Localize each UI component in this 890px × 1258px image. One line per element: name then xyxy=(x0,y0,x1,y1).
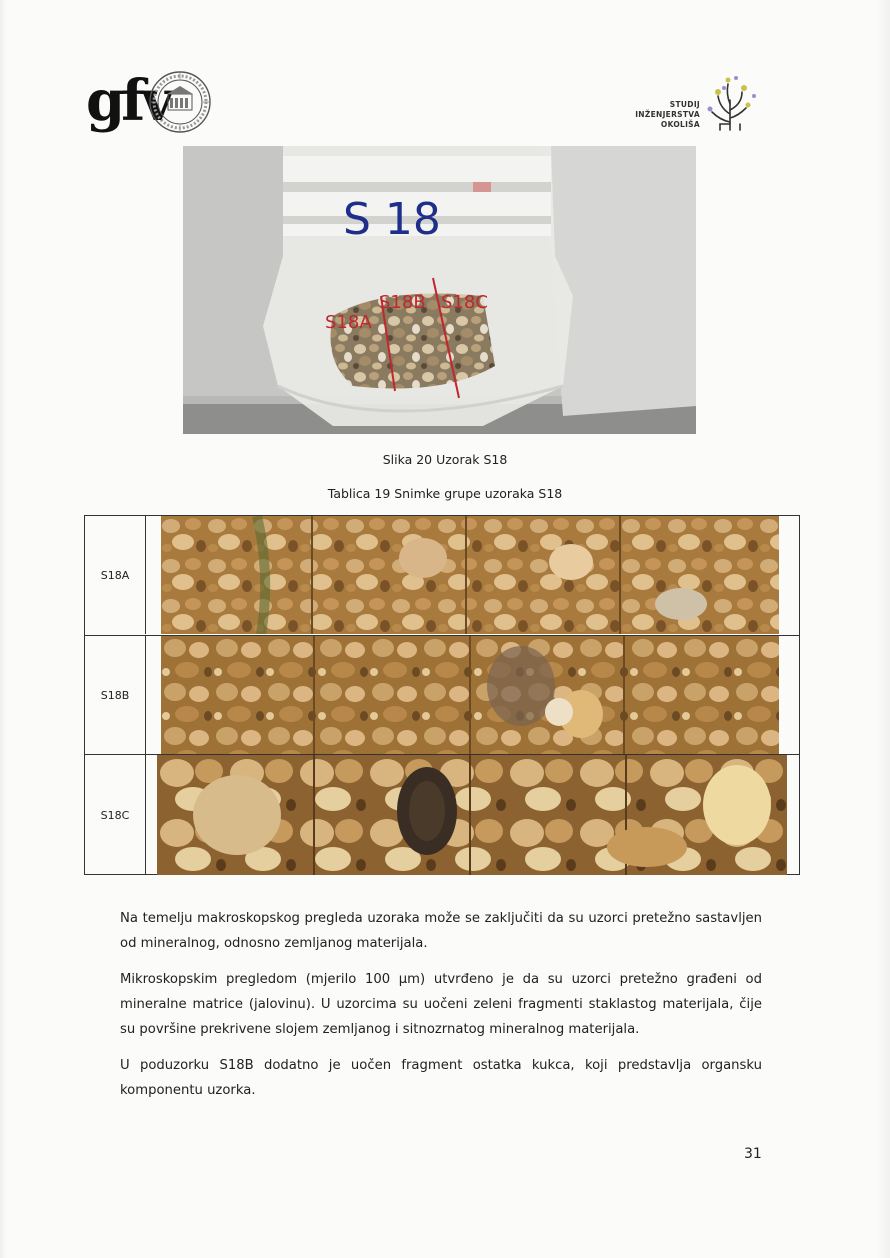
row-label: S18C xyxy=(85,755,146,875)
micro-image-strip xyxy=(161,636,779,754)
table-caption: Tablica 19 Snimke grupe uzoraka S18 xyxy=(327,486,563,501)
table-row xyxy=(85,635,799,754)
table-row xyxy=(85,754,799,875)
bag-label: S 18 xyxy=(343,194,441,245)
tree-icon xyxy=(698,70,762,134)
micro-image-strip xyxy=(157,755,787,875)
page-number: 31 xyxy=(744,1146,762,1162)
paragraph: Mikroskopskim pregledom (mjerilo 100 µm) utvrđeno je da su uzorci pretežno građeni od mineralne matrice (jalovinu). U uzorcima su uočeni zeleni fragmenti staklastog materijala, čije su površine prekrivene slojem zemljanog i sitnozrnatog mineralnog materijala. xyxy=(120,972,762,1037)
paragraph: Na temelju makroskopskog pregleda uzoraka može se zaključiti da su uzorci pretežno sastavljen od mineralnog, odnosno zemljanog materijala. xyxy=(120,911,762,951)
scan-edge xyxy=(876,0,890,1258)
figure-caption: Slika 20 Uzorak S18 xyxy=(382,452,508,467)
study-programme-logo xyxy=(635,70,770,140)
paragraph: U poduzorku S18B dodatno je uočen fragment ostatka kukca, koji predstavlja organsku komponentu uzorka. xyxy=(120,1058,762,1098)
row-label: S18B xyxy=(85,636,146,754)
row-label: S18A xyxy=(85,516,146,634)
gfv-logo-text: gfv xyxy=(86,68,170,134)
sample-bag-photo xyxy=(183,146,696,434)
study-programme-text: STUDIJ INŽENJERSTVA OKOLIŠA xyxy=(635,100,700,129)
scan-edge xyxy=(0,0,6,1258)
label-s18b: S18B xyxy=(379,292,426,313)
sample-images-table xyxy=(84,515,800,875)
table-row xyxy=(85,516,799,634)
label-s18a: S18A xyxy=(325,312,372,333)
university-seal-icon xyxy=(148,70,212,134)
label-s18c: S18C xyxy=(441,292,488,313)
faculty-logo xyxy=(86,66,216,136)
micro-image-strip xyxy=(161,516,779,634)
